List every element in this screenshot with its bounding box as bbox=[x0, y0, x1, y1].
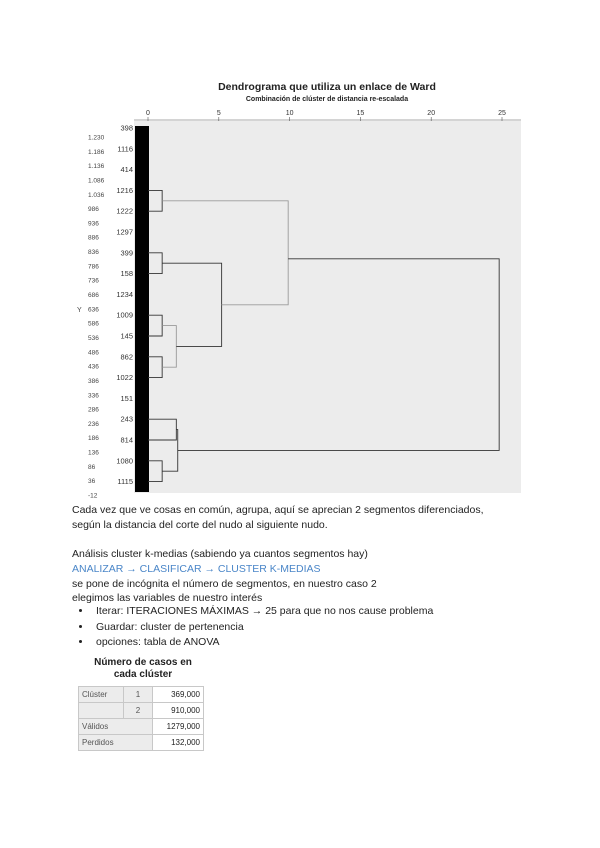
leaf-label: 399 bbox=[120, 248, 133, 258]
table-row bbox=[79, 735, 204, 751]
y-tick-label: 186 bbox=[88, 435, 99, 443]
y-tick-label: 736 bbox=[88, 277, 99, 285]
y-tick-label: 436 bbox=[88, 363, 99, 371]
cell-value: 1279,000 bbox=[153, 719, 204, 735]
table-title-line: cada clúster bbox=[113, 669, 173, 680]
table-title bbox=[78, 657, 208, 681]
y-tick-label: 86 bbox=[88, 463, 96, 471]
table-title-line: Número de casos en bbox=[94, 657, 192, 668]
y-tick-label: 986 bbox=[88, 206, 99, 214]
row-label: Válidos bbox=[79, 719, 153, 735]
list-item: • opciones: tabla de ANOVA bbox=[92, 635, 433, 651]
y-tick-label: 836 bbox=[88, 249, 99, 257]
y-axis bbox=[77, 135, 105, 500]
y-tick-label: 586 bbox=[88, 320, 99, 328]
x-tick-label: 10 bbox=[285, 110, 294, 117]
leaf-label: 151 bbox=[120, 393, 133, 403]
list-item: • Guardar: cluster de pertenencia bbox=[92, 620, 433, 636]
cell-value: 369,000 bbox=[153, 687, 204, 703]
x-tick-label: 25 bbox=[498, 110, 506, 117]
y-tick-label: 936 bbox=[88, 220, 99, 228]
y-tick-label: 1.086 bbox=[88, 177, 105, 185]
y-tick-label: 636 bbox=[88, 306, 99, 314]
table-row bbox=[79, 719, 204, 735]
y-tick-label: 136 bbox=[88, 449, 99, 457]
leaf-label: 158 bbox=[120, 269, 133, 279]
y-tick-label: 386 bbox=[88, 377, 99, 385]
row-label: Clúster bbox=[79, 687, 124, 703]
leaf-label: 1080 bbox=[116, 456, 133, 466]
paragraph-line: elegimos las variables de nuestro interés bbox=[72, 592, 263, 604]
y-tick-label: 886 bbox=[88, 234, 99, 242]
leaf-label: 1222 bbox=[116, 206, 133, 216]
cluster-count-table bbox=[78, 686, 204, 751]
y-tick-label: 486 bbox=[88, 349, 99, 357]
leaf-label: 1022 bbox=[116, 373, 133, 383]
plot-area bbox=[134, 121, 521, 493]
y-tick-label: -12 bbox=[88, 492, 98, 500]
y-tick-label: 1.230 bbox=[88, 134, 105, 142]
y-axis-label: Y bbox=[77, 307, 82, 314]
paragraph-line: según la distancia del corte del nudo al siguiente nudo. bbox=[72, 519, 328, 531]
leaf-label: 862 bbox=[120, 352, 133, 362]
y-tick-label: 36 bbox=[88, 478, 96, 486]
y-tick-label: 1.136 bbox=[88, 163, 105, 171]
chart-subtitle: Combinación de clúster de distancia re-escalada bbox=[245, 96, 409, 103]
paragraph-line: se pone de incógnita el número de segmentos, en nuestro caso 2 bbox=[72, 578, 377, 590]
x-tick-label: 15 bbox=[356, 110, 365, 117]
paragraph-line: Cada vez que ve cosas en común, agrupa, aquí se aprecian 2 segmentos diferenciados, bbox=[72, 504, 484, 516]
x-tick-label: 5 bbox=[216, 110, 221, 117]
leaf-label: 398 bbox=[120, 123, 133, 133]
row-marker-bar bbox=[135, 126, 149, 492]
chart-title: Dendrograma que utiliza un enlace de Ward bbox=[218, 81, 436, 93]
leaf-labels bbox=[116, 124, 133, 487]
y-tick-label: 536 bbox=[88, 334, 99, 342]
y-tick-label: 686 bbox=[88, 292, 99, 300]
table-row bbox=[79, 703, 204, 719]
x-axis bbox=[134, 110, 521, 121]
y-tick-label: 1.036 bbox=[88, 191, 105, 199]
menu-path-link[interactable]: ANALIZAR → CLASIFICAR → CLUSTER K-MEDIAS bbox=[72, 563, 321, 575]
x-tick-label: 0 bbox=[146, 110, 150, 117]
row-label bbox=[79, 703, 124, 719]
leaf-label: 1009 bbox=[116, 310, 133, 320]
row-index: 1 bbox=[124, 687, 153, 703]
kmeans-heading: Análisis cluster k-medias (sabiendo ya cuantos segmentos hay) bbox=[72, 548, 368, 560]
leaf-label: 1216 bbox=[116, 185, 133, 195]
row-label: Perdidos bbox=[79, 735, 153, 751]
leaf-label: 1234 bbox=[116, 289, 133, 299]
cell-value: 132,000 bbox=[153, 735, 204, 751]
y-tick-label: 286 bbox=[88, 406, 99, 414]
y-tick-label: 336 bbox=[88, 392, 99, 400]
options-list bbox=[72, 604, 433, 651]
leaf-label: 414 bbox=[120, 165, 133, 175]
leaf-label: 145 bbox=[120, 331, 133, 341]
cell-value: 910,000 bbox=[153, 703, 204, 719]
list-item: • Iterar: ITERACIONES MÁXIMAS → 25 para que no nos cause problema bbox=[92, 604, 433, 620]
leaf-label: 814 bbox=[120, 435, 133, 445]
x-tick-label: 20 bbox=[427, 110, 436, 117]
y-tick-label: 786 bbox=[88, 263, 99, 271]
table-row bbox=[79, 687, 204, 703]
leaf-label: 1116 bbox=[117, 144, 133, 154]
leaf-label: 1297 bbox=[116, 227, 133, 237]
leaf-label: 1115 bbox=[117, 477, 133, 487]
row-index: 2 bbox=[124, 703, 153, 719]
y-tick-label: 236 bbox=[88, 420, 99, 428]
y-tick-label: 1.186 bbox=[88, 148, 105, 156]
leaf-label: 243 bbox=[120, 414, 133, 424]
